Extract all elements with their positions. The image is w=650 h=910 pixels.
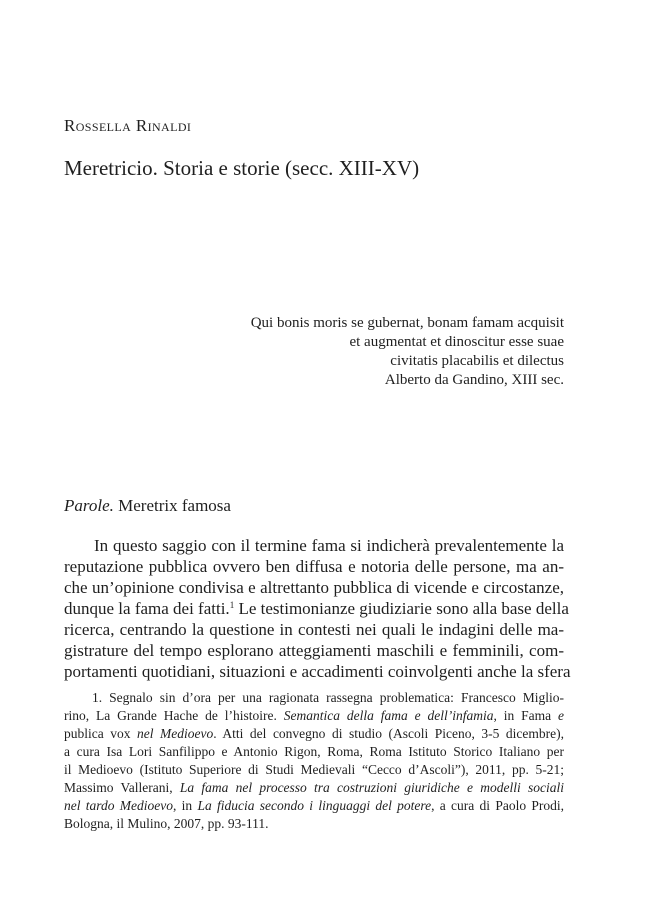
body-line: gistrature del tempo esplorano atteggiamenti maschili e femminili, com- bbox=[64, 641, 564, 660]
footnote-text: , a cura di Paolo Prodi, bbox=[431, 798, 564, 813]
footnote bbox=[64, 689, 564, 833]
footnote-text: , in Fama bbox=[493, 708, 559, 723]
footnote-italic: La fama nel processo tra costruzioni giuridiche e modelli sociali bbox=[179, 780, 564, 795]
body-line: che un’opinione condivisa e altrettanto pubblica di vicende e circostanze, bbox=[64, 578, 564, 597]
footnote-text: , in bbox=[173, 798, 198, 813]
body-line: portamenti quotidiani, situazioni e accadimenti coinvolgenti anche la sfera bbox=[64, 662, 571, 681]
author-name: Rossella Rinaldi bbox=[64, 116, 192, 135]
footnote-italic: Semantica della fama e dell’infamia bbox=[283, 708, 494, 723]
footnote-text: publica vox bbox=[64, 726, 138, 741]
footnote-line: il Medioevo (Istituto Superiore di Studi Medievali “Cecco d’Ascoli”), 2011, pp. 5-21; bbox=[64, 762, 564, 777]
footnote-line: Bologna, il Mulino, 2007, pp. 93-111. bbox=[64, 816, 269, 831]
footnote-line bbox=[64, 797, 564, 815]
footnote-italic: nel tardo Medioevo bbox=[64, 798, 174, 813]
body-text bbox=[64, 535, 571, 682]
epigraph-line: Qui bonis moris se gubernat, bonam famam acquisit bbox=[250, 315, 564, 331]
article-title: Meretricio. Storia e storie (secc. XIII-XV) bbox=[64, 156, 420, 180]
footnote-line bbox=[64, 707, 564, 725]
body-line: ricerca, centrando la questione in contesti nei quali le indagini delle ma- bbox=[64, 620, 564, 639]
footnote-italic: La fiducia secondo i linguaggi del potere bbox=[197, 798, 432, 813]
section-heading-title: Meretrix famosa bbox=[113, 496, 231, 515]
footnote-text: rino, La Grande Hache de l’histoire. bbox=[64, 708, 284, 723]
footnote-line: a cura Isa Lori Sanfilippo e Antonio Rigon, Roma, Roma Istituto Storico Italiano per bbox=[64, 744, 564, 759]
epigraph bbox=[144, 314, 564, 390]
body-line-start: dunque la fama dei fatti. bbox=[64, 599, 230, 618]
footnote-italic: nel Medioevo bbox=[137, 726, 214, 741]
section-heading-label: Parole. bbox=[64, 496, 114, 515]
body-line-end: Le testimonianze giudiziarie sono alla base della bbox=[234, 599, 569, 618]
epigraph-line: et augmentat et dinoscitur esse suae bbox=[349, 334, 564, 350]
footnote-line: 1. Segnalo sin d’ora per una ragionata rassegna problematica: Francesco Miglio- bbox=[92, 690, 564, 705]
footnote-italic: e bbox=[558, 708, 565, 723]
epigraph-line: civitatis placabilis et dilectus bbox=[390, 353, 564, 369]
footnote-text: . Atti del convegno di studio (Ascoli Piceno, 3-5 dicembre), bbox=[213, 726, 564, 741]
epigraph-attribution: Alberto da Gandino, XIII sec. bbox=[384, 372, 564, 388]
body-line bbox=[64, 598, 569, 619]
footnote-reference[interactable]: 1 bbox=[229, 600, 235, 610]
section-heading bbox=[64, 496, 231, 516]
body-line: reputazione pubblica ovvero ben diffusa e notoria delle persone, ma an- bbox=[64, 557, 564, 576]
body-line: In questo saggio con il termine fama si indicherà prevalentemente la bbox=[94, 536, 564, 555]
footnote-line bbox=[64, 779, 564, 797]
footnote-line bbox=[64, 725, 564, 743]
footnote-text: Massimo Vallerani, bbox=[64, 780, 180, 795]
